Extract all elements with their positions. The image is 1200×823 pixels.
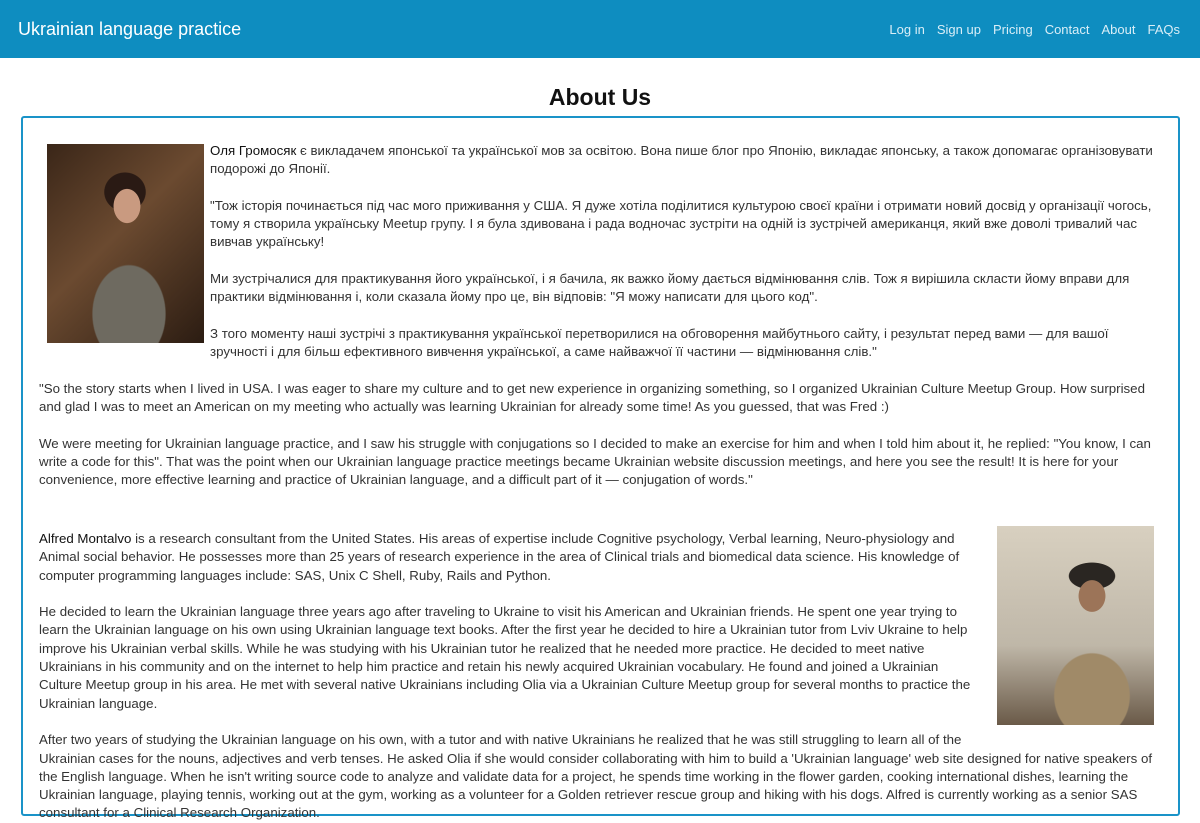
navbar bbox=[0, 0, 1200, 58]
olia-name: Оля Громосяк bbox=[210, 143, 297, 158]
olia-uk-paragraph-2: Ми зустрічалися для практикування його української, і я бачила, як важко йому дається відмінювання слів. Тож я вирішила скласти йому вправи для практики відмінювання і, коли сказала йому про це, він відповів: "Я можу написати для цього код". bbox=[210, 271, 1130, 305]
about-card bbox=[21, 116, 1180, 821]
nav-links bbox=[889, 22, 1180, 37]
olia-en-paragraph-2: We were meeting for Ukrainian language practice, and I saw his struggle with conjugations so I decided to make an exercise for him and when I told him about it, he replied: "You know, I can write a code for this". That was the point when our Ukrainian language practice meetings became Ukrainian website discussion meetings, and here you see the result! It is here for your convenience, more effective learning and practice of Ukrainian language, and a difficult part of it — conjugation of words." bbox=[39, 435, 1151, 488]
olia-en-paragraph-1: "So the story starts when I lived in USA. I was eager to share my culture and to get new experience in organizing something, so I organized Ukrainian Culture Meetup Group. How surprised and glad I was to meet an American on my meeting who actually was learning Ukrainian for already some time! As you guessed, that was Fred :) bbox=[39, 380, 1145, 415]
olia-uk-paragraph-1: "Тож історія починається під час мого приживання у США. Я дуже хотіла поділитися культурою своєї країни і отримати новий досвід у організації чогось, тому я створила українську Meetup групу. І я була здивована і рада водночас зустріти на одній із зустрічей американця, який вже доволі тривалий час вивчав українську! bbox=[210, 197, 1152, 250]
olia-uk-paragraph-3: З того моменту наші зустрічі з практикування української перетворилися на обговорення майбутнього сайту, і результат перед вами — для вашої зручності і для більш ефективного вивчення української, а саме найважчої її частини — відмінювання слів." bbox=[210, 325, 1109, 360]
brand-link[interactable]: Ukrainian language practice bbox=[18, 18, 242, 39]
alfred-intro bbox=[39, 530, 1162, 585]
alfred-intro-text: is a research consultant from the United States. His areas of expertise include Cognitive psychology, Verbal learning, Neuro-physiology and Animal social behavior. He possesses more than 25 years of research experience in the area of Clinical trials and biomedical data science. His knowledge of computer programming languages include: SAS, Unix C Shell, Ruby, Rails and Python. bbox=[39, 530, 960, 583]
olia-photo bbox=[47, 144, 204, 343]
nav-login-link[interactable]: Log in bbox=[889, 21, 925, 37]
alfred-paragraph-2: After two years of studying the Ukrainian language on his own, with a tutor and with native Ukrainians he realized that he was still struggling to learn all of the Ukrainian cases for the nouns, adjectives and verb tenses. He asked Olia if she would consider collaborating with him to build a 'Ukrainian language' web site designed for native speakers of the English language. When he isn't writing source code to analyze and validate data for a project, he spends time working in the flower garden, cooking international dishes, learning the Ukrainian language, playing tennis, working out at the gym, working as a volunteer for a Golden retriever rescue group and hiking with his dogs. Alfred is currently working as a senior SAS consultant for a Clinical Research Organization. bbox=[39, 732, 1153, 821]
nav-about-link[interactable]: About bbox=[1101, 21, 1136, 37]
nav-pricing-link[interactable]: Pricing bbox=[992, 21, 1033, 37]
nav-faqs-link[interactable]: FAQs bbox=[1147, 21, 1180, 37]
alfred-paragraph-1: He decided to learn the Ukrainian language three years ago after traveling to Ukraine to visit his American and Ukrainian friends. He spent one year trying to learn the Ukrainian language on his own using Ukrainian language text books. After the first year he decided to hire a Ukrainian tutor from Lviv Ukraine to help improve his Ukrainian verbal skills. While he was studying with his Ukrainian tutor he realized that he needed more practice. He decided to meet native Ukrainians in his community and on the internet to help him practice and retain his newly acquired Ukrainian vocabulary. He found and joined a Ukrainian Culture Meetup group in his area. He met with several native Ukrainians including Olia via a Ukrainian Culture Meetup group for several months to practice the Ukrainian language. bbox=[39, 604, 971, 711]
section-spacer bbox=[39, 508, 1162, 530]
olia-intro-text: є викладачем японської та української мов за освітою. Вона пише блог про Японію, викладає японську, а також допомагає організовувати подорожі до Японії. bbox=[210, 143, 1153, 177]
nav-contact-link[interactable]: Contact bbox=[1044, 21, 1090, 37]
olia-intro bbox=[39, 142, 1162, 179]
nav-signup-link[interactable]: Sign up bbox=[936, 21, 981, 37]
alfred-name: Alfred Montalvo bbox=[39, 530, 132, 546]
alfred-photo bbox=[997, 526, 1154, 725]
page-title: About Us bbox=[548, 84, 652, 110]
